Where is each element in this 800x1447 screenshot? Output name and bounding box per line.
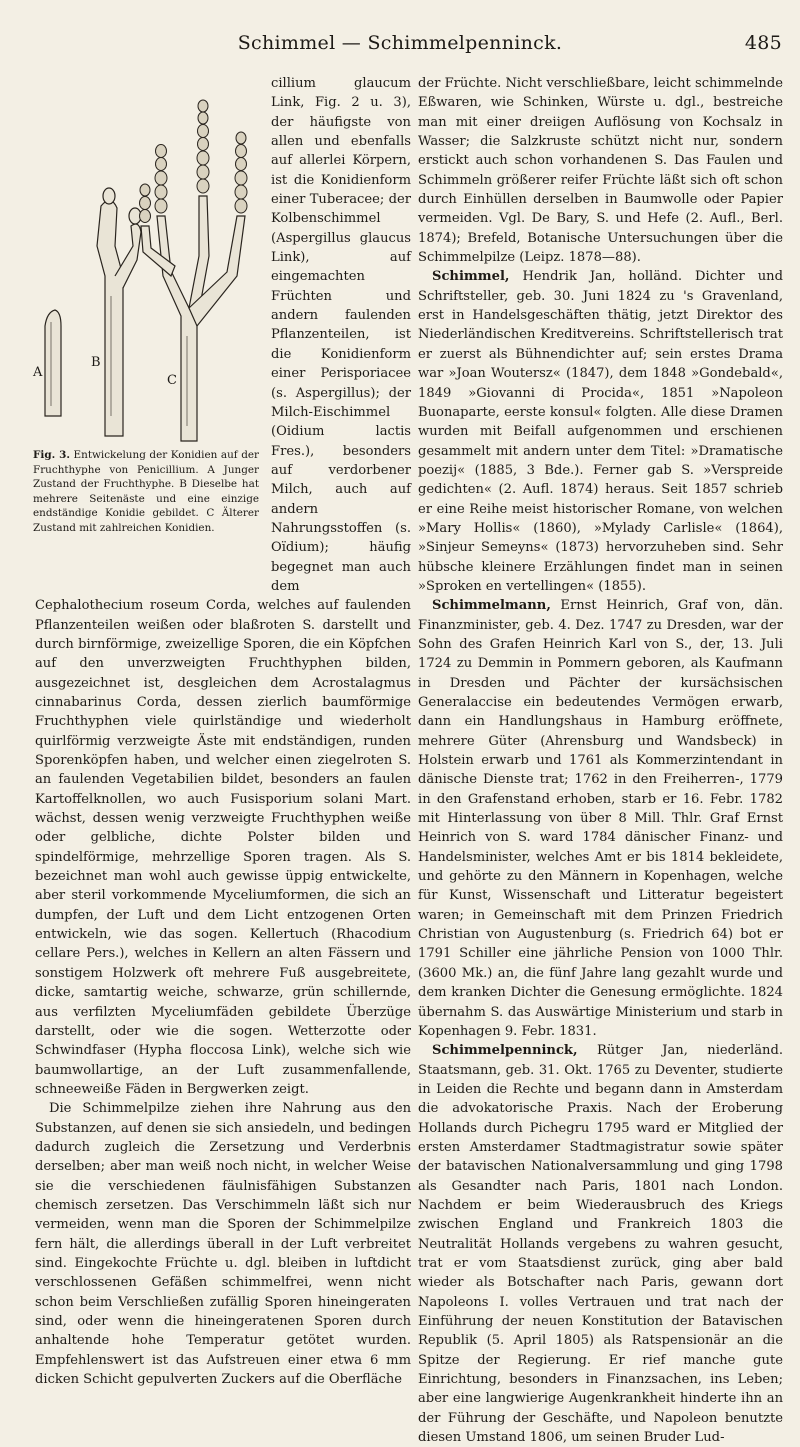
entry-headword: Schimmel, <box>432 269 510 285</box>
figure-caption-text: Entwickelung der Konidien auf der Fruchthyphe von Penicillium. A Junger Zustand der Fruchthyphe. B Dieselbe hat mehrere Seitenäste und eine einzige endständige Konidie gebildet. C Älterer Zustand mit zahlreichen Konidien. <box>33 449 260 534</box>
page-number: 485 <box>744 32 782 54</box>
figure-label-a: A <box>33 365 43 380</box>
entry-headword: Schimmelmann, <box>432 598 551 614</box>
penicillium-illustration <box>31 76 263 446</box>
left-column <box>35 74 411 1389</box>
entry-text: Rütger Jan, niederländ. Staatsmann, geb. 31. Okt. 1765 zu Deventer, studierte in Leiden die Rechte und begann dann in Amsterdam die advokatorische Praxis. Nach der Eroberung Hollands durch Pichegru 1795 ward er Mitglied der ersten Amsterdamer Stadtmagistratur sowie später der batavischen Nationalversammlung und ging 1798 als Gesandter nach Paris, 1801 nach London. Nachdem er beim Wiederausbruch des Kriegs zwischen England und Frankreich 1803 die Neutralität Hollands vergebens zu wahren gesucht, trat er vom Staatsdienst zurück, ging aber bald wieder als Botschafter nach Paris, gewann dort Napoleons I. volles Vertrauen und trat nach der Einführung der neuen Konstitution der Batavischen Republik (5. April 1805) als Ratspensionär an die Spitze der Regierung. Er rief manche gute Einrichtung, besonders in Finanzsachen, ins Leben; aber eine langwierige Augenkrankheit hinderte ihn an der Führung der Geschäfte, und Napoleon benutzte diesen Umstand 1806, um seinen Bruder Lud- <box>418 1043 783 1446</box>
figure-label-c: C <box>167 373 177 388</box>
entry-text: Hendrik Jan, holländ. Dichter und Schriftsteller, geb. 30. Juni 1824 zu 's Gravenland, erst in Handelsgeschäften thätig, jetzt Direktor des Niederländischen Kreditvereins. Schriftstellerisch trat er zuerst als Bühnendichter auf; sein erstes Drama war »Joan Woutersz« (1847), dem 1848 »Gondebald«, 1849 »Giovanni di Procida«, 1851 »Napoleon Buonaparte, eerste konsul« folgten. Alle diese Dramen wurden mit Beifall aufgenommen und erschienen gesammelt mit andern unter dem Titel: »Dramatische poezij« (1885, 3 Bde.). Ferner gab S. »Verspreide gedichten« (2. Aufl. 1874) heraus. Seit 1857 schrieb er eine Reihe meist historischer Romane, von welchen »Mary Hollis« (1860), »Mylady Carlisle« (1864), »Sinjeur Semeyns« (1873) hervorzuheben sind. Sehr hübsche kleinere Erzählungen findet man in seinen »Sproken en vertellingen« (1855). <box>418 269 783 594</box>
right-column <box>418 74 783 1447</box>
figure-label-b: B <box>91 355 101 370</box>
figure-penicillium <box>31 76 263 584</box>
entry-schimmel <box>418 267 783 596</box>
entry-headword: Schimmelpenninck, <box>432 1043 578 1059</box>
entry-schimmelmann <box>418 596 783 1041</box>
figure-caption-label: Fig. 3. <box>33 449 70 461</box>
entry-schimmelpenninck <box>418 1041 783 1447</box>
running-title: Schimmel — Schimmelpenninck. <box>237 32 563 54</box>
page-header <box>0 32 800 62</box>
entry-text: Ernst Heinrich, Graf von, dän. Finanzminister, geb. 4. Dez. 1747 zu Dresden, war der Sohn des Grafen Heinrich Karl von S., der, 13. Juli 1724 zu Demmin in Pommern geboren, als Kaufmann in Dresden und Pächter der kursächsischen Generalaccise ein bedeutendes Vermögen erwarb, dann ein Handlungshaus in Hamburg eröffnete, mehrere Güter (Ahrensburg und Wandsbeck) in Holstein erwarb und 1761 als Kommerzintendant in dänische Dienste trat; 1762 in den Freiherren-, 1779 in den Grafenstand erhoben, starb er 16. Febr. 1782 mit Hinterlassung von über 8 Mill. Thlr. Graf Ernst Heinrich von S. ward 1784 dänischer Finanz- und Handelsminister, welches Amt er bis 1814 bekleidete, und gehörte zu den Männern in Kopenhagen, welche für Kunst, Wissenschaft und Litteratur begeistert waren; in Gemeinschaft mit dem Prinzen Friedrich Christian von Augustenburg (s. Friedrich 64) bot er 1791 Schiller eine jährliche Pension von 1000 Thlr. (3600 Mk.) an, die fünf Jahre lang gezahlt wurde und dem kranken Dichter die Genesung ermöglichte. 1824 übernahm S. das Auswärtige Ministerium und starb in Kopenhagen 9. Febr. 1831. <box>418 598 783 1039</box>
left-paragraph-1: cillium glaucum Link, Fig. 2 u. 3), der häufigste von allen und ebenfalls auf allerlei Körpern, ist die Konidienform einer Tuberacee; der Kolbenschimmel (Aspergillus glaucus Link), auf eingemachten Früchten und andern faulenden Pflanzenteilen, ist die Konidienform einer Perisporiacee (s. Aspergillus); der Milch-Eischimmel (Oidium lactis Fres.), besonders auf verdorbener Milch, auch auf andern Nahrungsstoffen (s. Oïdium); häufig begegnet man auch dem Cephalothecium roseum Corda, welches auf faulenden Pflanzenteilen weißen oder blaßroten S. darstellt und durch birnförmige, zweizellige Sporen, die ein Köpfchen auf den unverzweigten Fruchthyphen bilden, ausgezeichnet ist, desgleichen dem Acrostalagmus cinnabarinus Corda, dessen zierlich baumförmige Fruchthyphen viele quirlständige und wiederholt quirlförmig verzweigte Äste mit endständigen, runden Sporenköpfen haben, und welcher einen ziegelroten S. an faulenden Vegetabilien bildet, besonders an faulen Kartoffelknollen, wo auch Fusisporium solani Mart. wächst, dessen wenig verzweigte Fruchthyphen weiße oder gelbliche, dichte Polster bilden und spindelförmige, mehrzellige Sporen tragen. Als S. bezeichnet man wohl auch gewisse üppig entwickelte, aber steril vorkommende Myceliumformen, die sich an dumpfen, der Luft und dem Licht entzogenen Orten entwickeln, wie das sogen. Kellertuch (Rhacodium cellare Pers.), welches in Kellern an alten Fässern und sonstigem Holzwerk oft mehrere Fuß ausgebreitete, dicke, samtartig weiche, schwarze, grün schillernde, aus verfilzten Myceliumfäden gebildete Überzüge darstellt, oder wie die sogen. Wetterzotte oder Schwindfaser (Hypha floccosa Link), welche sich wie baumwollartige, an der Luft zusammenfallende, schneeweiße Fäden in Bergwerken zeigt. <box>35 76 411 1097</box>
figure-caption <box>33 448 259 536</box>
right-paragraph-1: der Früchte. Nicht verschließbare, leicht schimmelnde Eßwaren, wie Schinken, Würste u. dgl., bestreiche man mit einer dreiigen Auflösung von Kochsalz in Wasser; die Salzkruste schützt nicht nur, sondern erstickt auch schon vorhandenen S. Das Faulen und Schimmeln größerer reifer Früchte läßt sich oft schon durch Einhüllen derselben in Baumwolle oder Papier vermeiden. Vgl. De Bary, S. und Hefe (2. Aufl., Berl. 1874); Brefeld, Botanische Untersuchungen über die Schimmelpilze (Leipz. 1878—88). <box>418 76 783 266</box>
left-paragraph-2: Die Schimmelpilze ziehen ihre Nahrung aus den Substanzen, auf denen sie sich ansiedeln, und bedingen dadurch zugleich die Zersetzung und Verderbnis derselben; aber man weiß noch nicht, in welcher Weise sie die verschiedenen fäulnisfähigen Substanzen chemisch zersetzen. Das Verschimmeln läßt sich nur vermeiden, wenn man die Sporen der Schimmelpilze fern hält, die allerdings überall in der Luft verbreitet sind. Eingekochte Früchte u. dgl. bleiben in luftdicht verschlossenen Gefäßen schimmelfrei, wenn nicht schon beim Verschließen zufällig Sporen hineingeraten sind, oder wenn die hineingeratenen Sporen durch anhaltende hohe Temperatur getötet wurden. Empfehlenswert ist das Aufstreuen einer etwa 6 mm dicken Schicht gepulverten Zuckers auf die Oberfläche <box>35 1101 411 1388</box>
